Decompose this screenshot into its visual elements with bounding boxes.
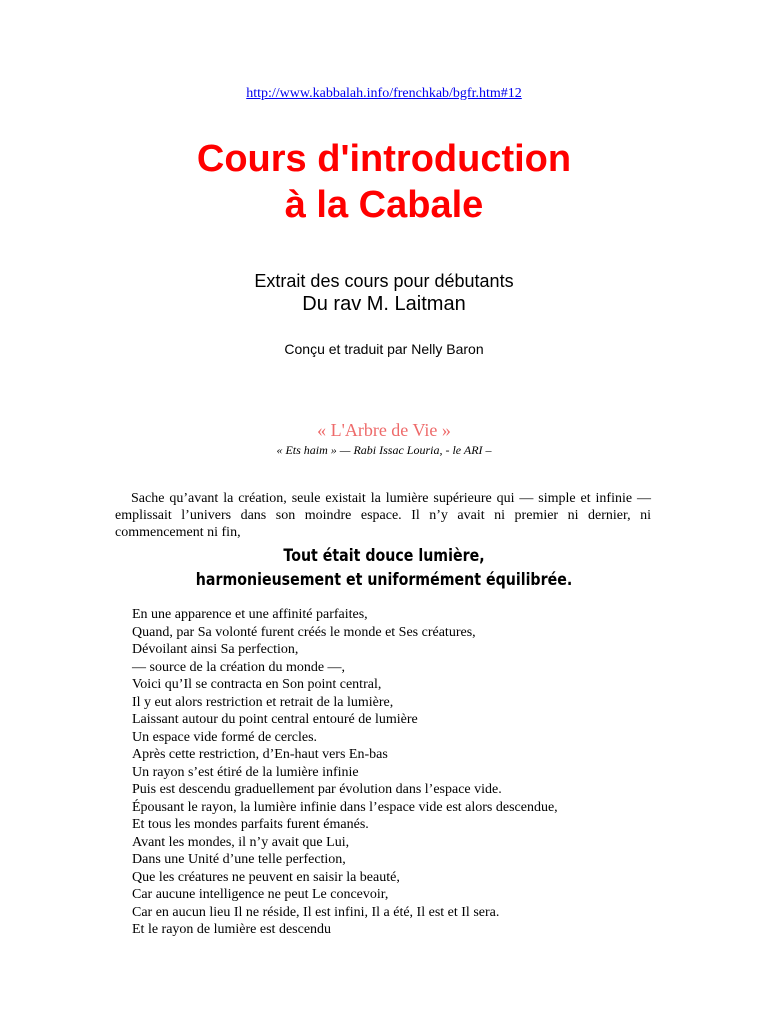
intro-paragraph: Sache qu’avant la création, seule existait la lumière supérieure qui — simple et infinie — emplissait l’univers dans son moindre espace. Il n’y avait ni premier ni dernier, ni commencement ni fin, [115, 491, 651, 540]
poem-line: Voici qu’Il se contracta en Son point central, [132, 677, 382, 692]
subtitle-line-2: Du rav M. Laitman [302, 293, 466, 315]
highlight-line-2: harmonieusement et uniformément équilibrée. [195, 570, 573, 589]
highlight-line-1: Tout était douce lumière, [283, 546, 485, 565]
translator-credit: Conçu et traduit par Nelly Baron [284, 341, 484, 357]
poem-line: Que les créatures ne peuvent en saisir la beauté, [132, 869, 400, 885]
poem-line: Un espace vide formé de cercles. [132, 729, 318, 745]
poem-line: Il y eut alors restriction et retrait de la lumière, [132, 694, 394, 710]
poem-line: Avant les mondes, il n’y avait que Lui, [132, 834, 350, 850]
intro-text [115, 490, 651, 541]
section-subtitle: « Ets haim » — Rabi Issac Louria, - le ARI – [276, 443, 492, 457]
poem-line: Et tous les mondes parfaits furent émanés. [132, 817, 369, 832]
highlight-text [54, 544, 714, 592]
poem-line: Puis est descendu graduellement par évolution dans l’espace vide. [132, 782, 502, 797]
source-link[interactable]: http://www.kabbalah.info/frenchkab/bgfr.htm#12 [246, 86, 522, 101]
title-line-1: Cours d'introduction [196, 138, 572, 180]
poem-line: Laissant autour du point central entouré de lumière [132, 712, 418, 727]
poem-line: Quand, par Sa volonté furent créés le monde et Ses créatures, [132, 624, 476, 640]
document-title [0, 136, 768, 228]
poem-line: Car en aucun lieu Il ne réside, Il est infini, Il a été, Il est et Il sera. [132, 904, 500, 920]
poem-line: Car aucune intelligence ne peut Le concevoir, [132, 887, 389, 902]
poem-line: Dans une Unité d’une telle perfection, [132, 852, 346, 867]
poem [132, 606, 692, 939]
poem-line: Un rayon s’est étiré de la lumière infinie [132, 764, 359, 780]
poem-line: Dévoilant ainsi Sa perfection, [132, 642, 299, 657]
document-subtitle [0, 270, 768, 316]
poem-line: Après cette restriction, d’En-haut vers En-bas [132, 747, 388, 762]
poem-line: — source de la création du monde —, [132, 659, 346, 675]
poem-line: Épousant le rayon, la lumière infinie dans l’espace vide est alors descendue, [132, 799, 558, 815]
poem-line: En une apparence et une affinité parfaites, [132, 607, 368, 622]
source-url [0, 86, 768, 102]
title-line-2: à la Cabale [284, 184, 484, 226]
section-title: « L'Arbre de Vie » [317, 420, 451, 440]
poem-line: Et le rayon de lumière est descendu [132, 922, 332, 937]
subtitle-line-1: Extrait des cours pour débutants [254, 271, 514, 291]
